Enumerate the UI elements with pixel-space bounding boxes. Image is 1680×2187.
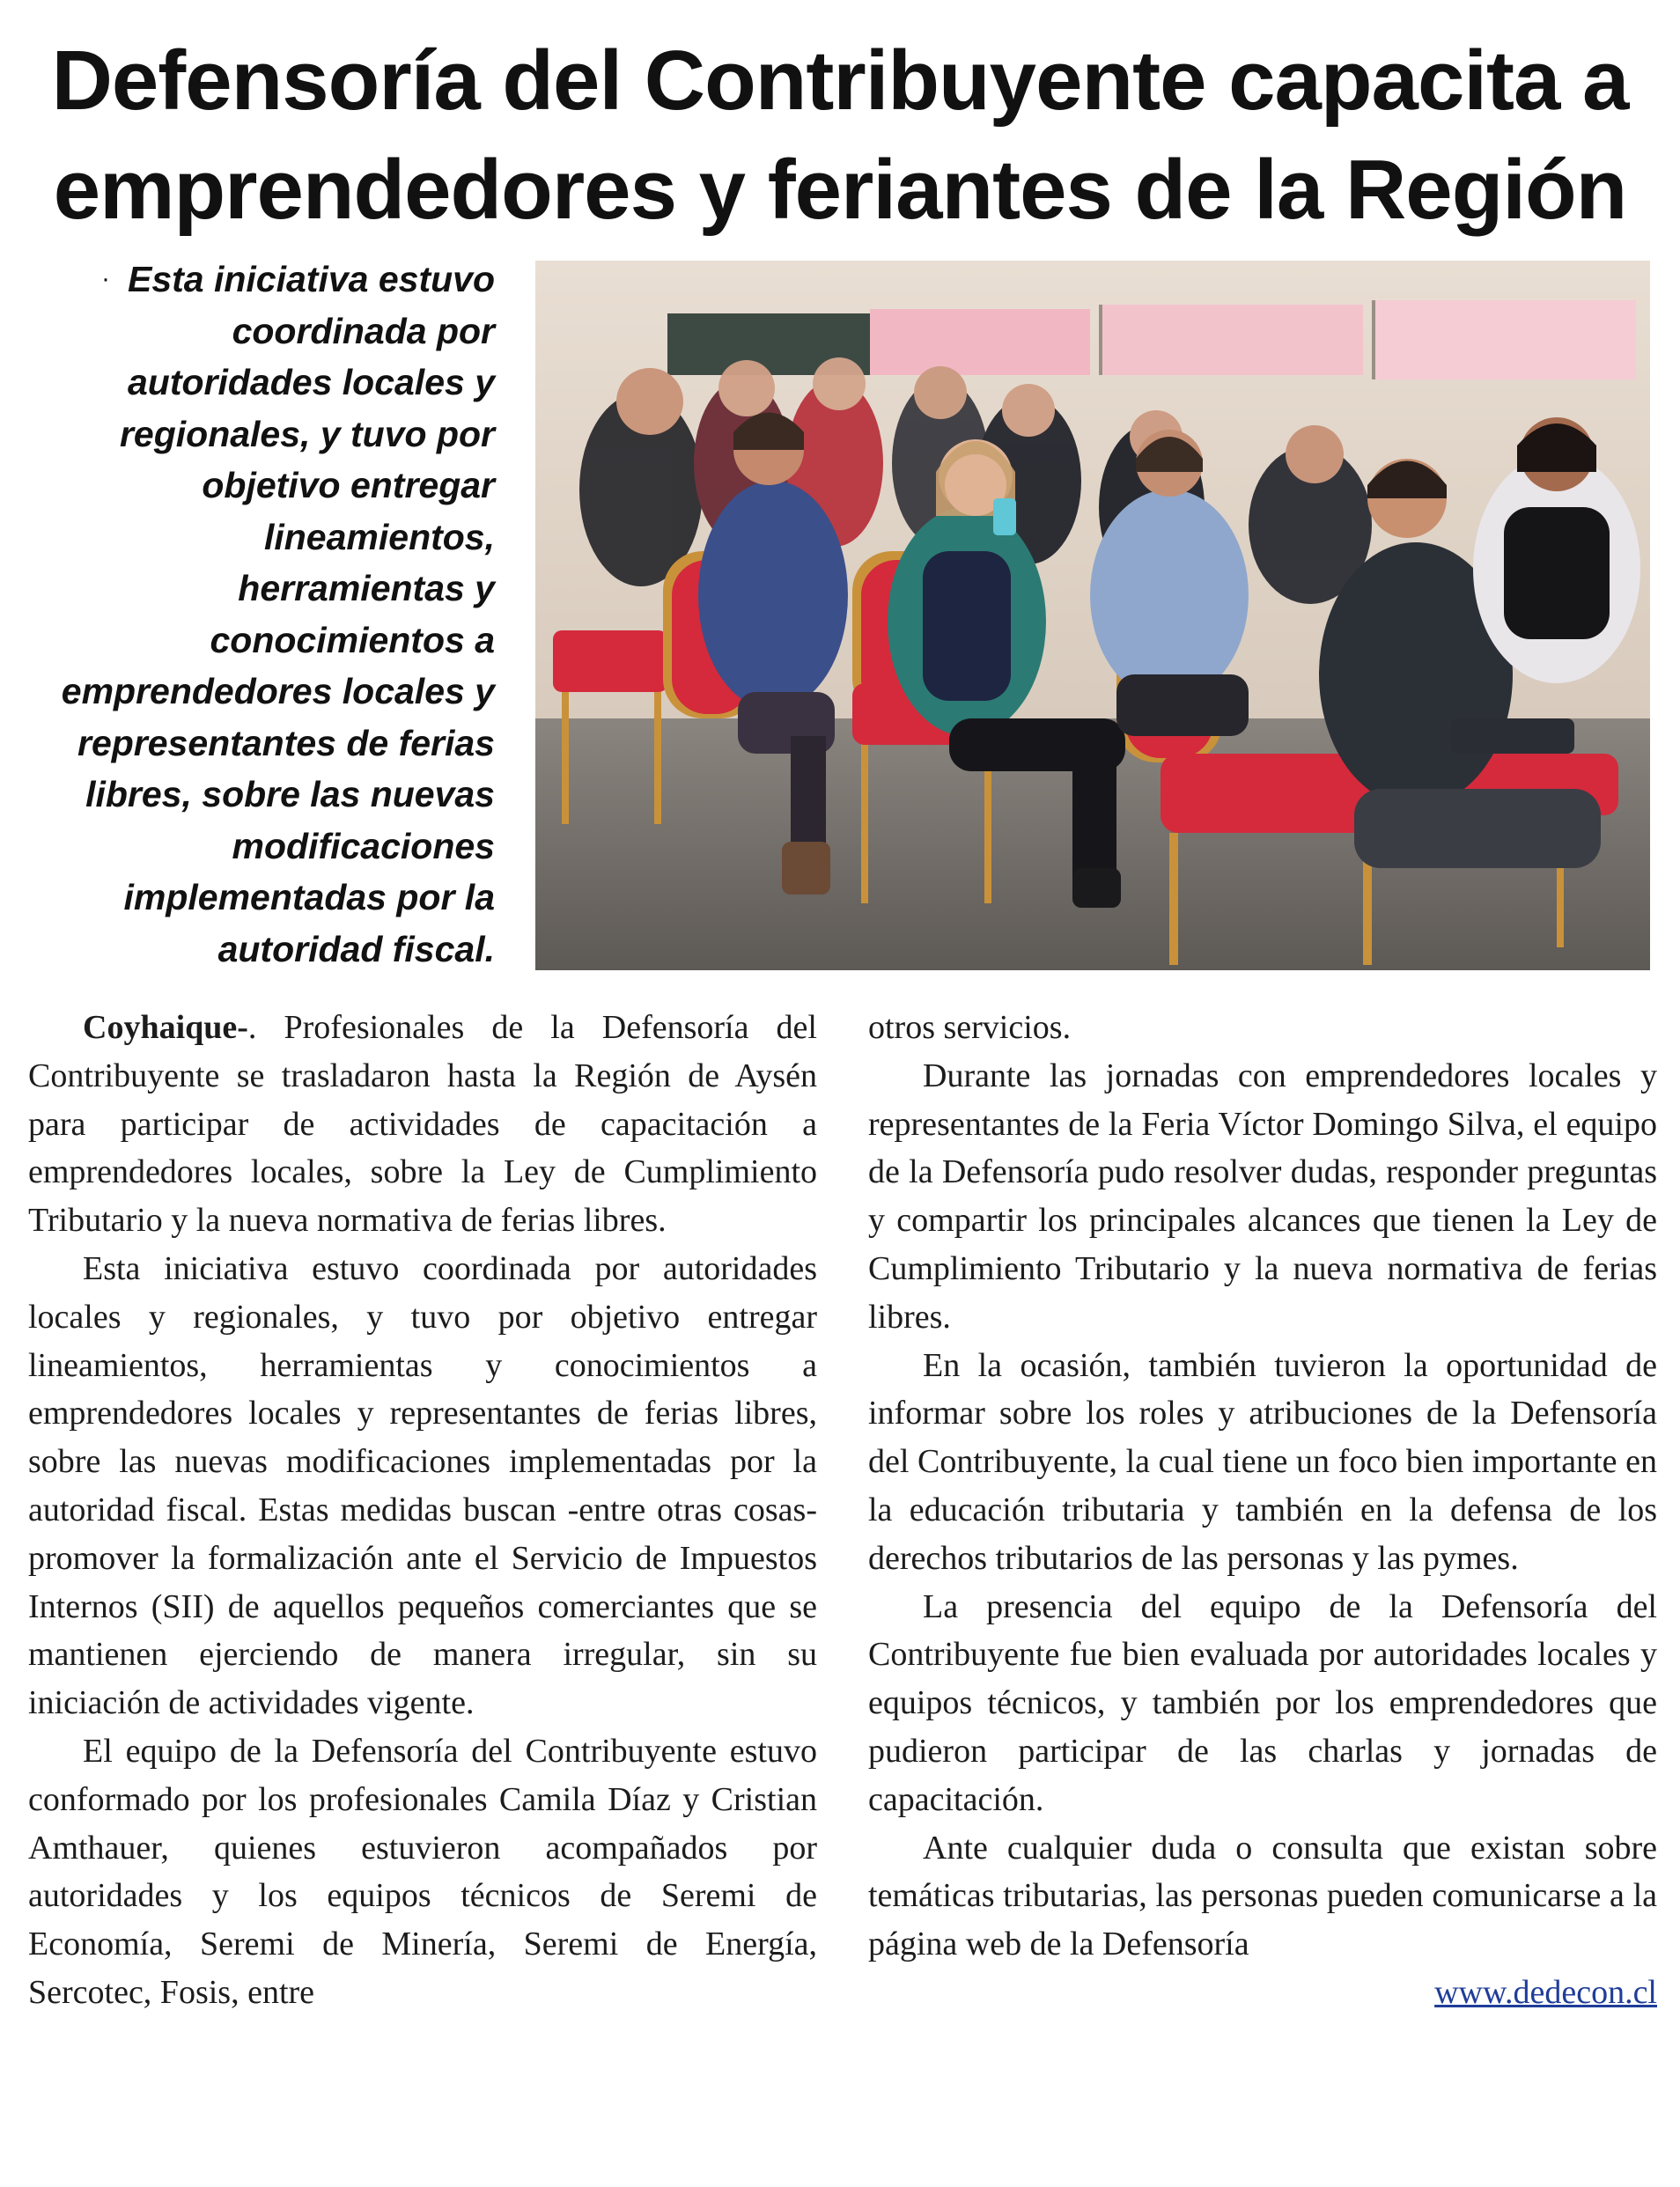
body-paragraph-3-continued: otros servicios. [868,1009,1072,1046]
article-photo [535,261,1650,970]
article-body-right-column [868,1004,1657,2017]
lead-summary: Esta iniciativa estuvo coordinada por autoridades locales y regionales, y tuvo por objetivo entregar lineamientos, herramientas y conocimientos a emprendedores locales y representantes de ferias libres, sobre las nuevas modificaciones implementadas por la autoridad fiscal. [61,259,495,969]
body-paragraph-7: Ante cualquier duda o consulta que existan sobre temáticas tributarias, las personas pueden comunicarse a la página web de la Defensoría [868,1829,1657,1963]
body-paragraph-2: Esta iniciativa estuvo coordinada por autoridades locales y regionales, y tuvo por objetivo entregar lineamientos, herramientas y conocimientos a emprendedores locales y representantes de ferias libres, sobre las nuevas modificaciones implementadas por la autoridad fiscal. Estas medidas buscan -entre otras cosas- promover la formalización ante el Servicio de Impuestos Internos (SII) de aquellos pequeños comerciantes que se mantienen ejerciendo de manera irregular, sin su iniciación de actividades vigente. [28,1249,817,1722]
website-link[interactable]: www.dedecon.cl [1434,1973,1657,2011]
body-paragraph-4: Durante las jornadas con emprendedores locales y representantes de la Feria Víctor Domingo Silva, el equipo de la Defensoría pudo resolver dudas, responder preguntas y compartir los principales alcances que tienen la Ley de Cumplimiento Tributario y la nueva normativa de ferias libres. [868,1057,1657,1336]
body-paragraph-3: El equipo de la Defensoría del Contribuyente estuvo conformado por los profesionales Camila Díaz y Cristian Amthauer, quienes estuvieron acompañados por autoridades y los equipos técnicos de Seremi de Economía, Seremi de Minería, Seremi de Energía, Sercotec, Fosis, entre [28,1732,817,2011]
photo-illustration [535,261,1650,970]
headline-line-2: emprendedores y feriantes de la Región [53,143,1627,237]
body-paragraph-6: La presencia del equipo de la Defensoría del Contribuyente fue bien evaluada por autoridades locales y equipos técnicos, y también por los emprendedores que pudieron participar de las charlas y jornadas de capacitación. [868,1587,1657,1818]
article-body-left-column [28,1004,817,2017]
body-paragraph-1 [28,1004,817,1245]
dateline: Coyhaique- [83,1009,248,1046]
headline-line-1: Defensoría del Contribuyente capacita a [51,33,1629,128]
body-paragraph-1-text: . Profesionales de la Defensoría del Contribuyente se trasladaron hasta la Región de Aysén para participar de actividades de capacitación a emprendedores locales, sobre la Ley de Cumplimiento Tributario y la nueva normativa de ferias libres. [28,1009,817,1240]
headline [35,26,1645,245]
body-paragraph-5: En la ocasión, también tuvieron la oportunidad de informar sobre los roles y atribuciones de la Defensoría del Contribuyente, la cual tiene un foco bien importante en la educación tributaria y también en la defensa de los derechos tributarios de las personas y las pymes. [868,1346,1657,1577]
lead-bullet: · [101,264,110,293]
